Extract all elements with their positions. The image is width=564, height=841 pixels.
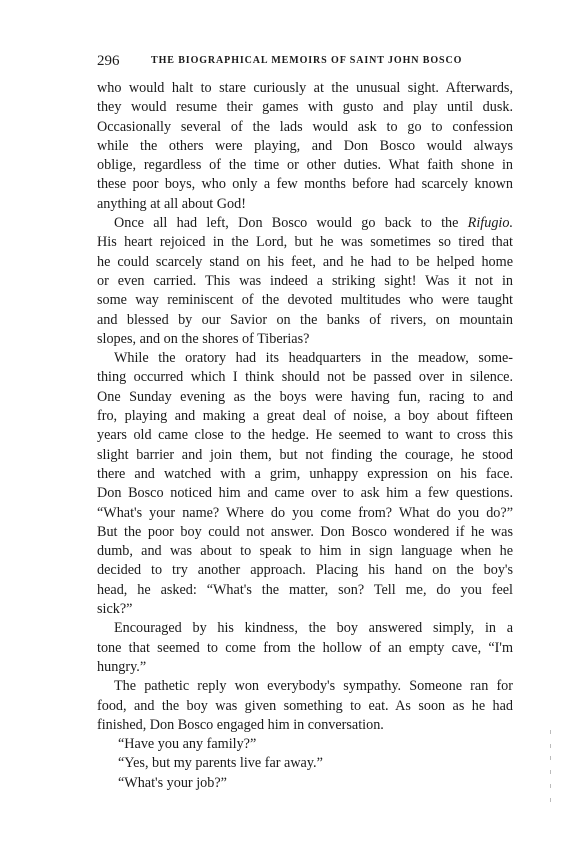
body-text: [97, 79, 513, 793]
text-line: finished, Don Bosco engaged him in conversation.: [97, 716, 384, 733]
text-line: tone that seemed to come from the hollow of an empty cave, “I'm: [97, 639, 513, 656]
text-line: But the poor boy could not answer. Don Bosco wondered if he was: [97, 523, 513, 540]
text-line: or even carried. This was indeed a striking sight! Was it not in: [97, 272, 513, 289]
text-line: One Sunday evening as the boys were having fun, racing to and: [97, 388, 513, 405]
text-line: some way reminiscent of the devoted multitudes who were taught: [97, 292, 513, 309]
italic-term: Rifugio.: [467, 215, 513, 232]
text-line: head, he asked: “What's the matter, son? Tell me, do you feel: [97, 581, 513, 598]
text-line: “What's your name? Where do you come from? What do you do?”: [97, 504, 513, 521]
text-line: “Have you any family?”: [118, 736, 257, 753]
text-line: While the oratory had its headquarters in the meadow, some-: [114, 350, 513, 367]
text-line: dumb, and was about to speak to him in sign language when he: [97, 543, 513, 560]
text-line: Don Bosco noticed him and came over to ask him a few questions.: [97, 485, 513, 502]
text-line: hungry.”: [97, 658, 147, 675]
text-line: decided to try another approach. Placing his hand on the boy's: [97, 562, 513, 579]
text-line: “What's your job?”: [118, 774, 227, 791]
text-line: and blessed by our Savior on the banks of rivers, on mountain: [97, 311, 513, 328]
text-line: Occasionally several of the lads would ask to go to confession: [97, 118, 513, 135]
text-line: anything at all about God!: [97, 195, 246, 212]
page-number: 296: [97, 53, 120, 69]
text-run: Once all had left, Don Bosco would go back to the: [114, 215, 468, 232]
margin-marks: [550, 730, 553, 840]
text-line: slight barrier and join them, but not finding the courage, he stood: [97, 446, 513, 463]
text-line: while the others were playing, and Don Bosco would always: [97, 137, 513, 154]
text-line: thing occurred which I think should not be passed over in silence.: [97, 369, 513, 386]
text-line: His heart rejoiced in the Lord, but he was sometimes so tired that: [97, 234, 513, 251]
text-line: “Yes, but my parents live far away.”: [118, 755, 323, 772]
text-line: fro, playing and making a great deal of noise, a boy about fifteen: [97, 408, 513, 425]
text-line: who would halt to stare curiously at the unusual sight. Afterwards,: [97, 80, 513, 96]
text-line: sick?”: [97, 601, 133, 618]
text-line: oblige, regardless of the time or other duties. What faith shone in: [97, 157, 513, 174]
running-head: THE BIOGRAPHICAL MEMOIRS OF SAINT JOHN BOSCO: [151, 55, 463, 66]
text-line: these poor boys, who only a few months before had scarcely known: [97, 176, 513, 193]
text-line: Encouraged by his kindness, the boy answered simply, in a: [114, 620, 513, 637]
text-line: The pathetic reply won everybody's sympathy. Someone ran for: [114, 678, 513, 695]
text-line: food, and the boy was given something to eat. As soon as he had: [97, 697, 513, 714]
text-line: they would resume their games with gusto and play until dusk.: [97, 99, 513, 116]
text-line: [97, 214, 513, 233]
page-header: [97, 52, 513, 70]
text-line: slopes, and on the shores of Tiberias?: [97, 330, 310, 347]
text-line: he could scarcely stand on his feet, and he had to be helped home: [97, 253, 513, 270]
text-line: years old came close to the hedge. He seemed to want to cross this: [97, 427, 513, 444]
text-line: there and watched with a grim, unhappy expression on his face.: [97, 465, 513, 482]
